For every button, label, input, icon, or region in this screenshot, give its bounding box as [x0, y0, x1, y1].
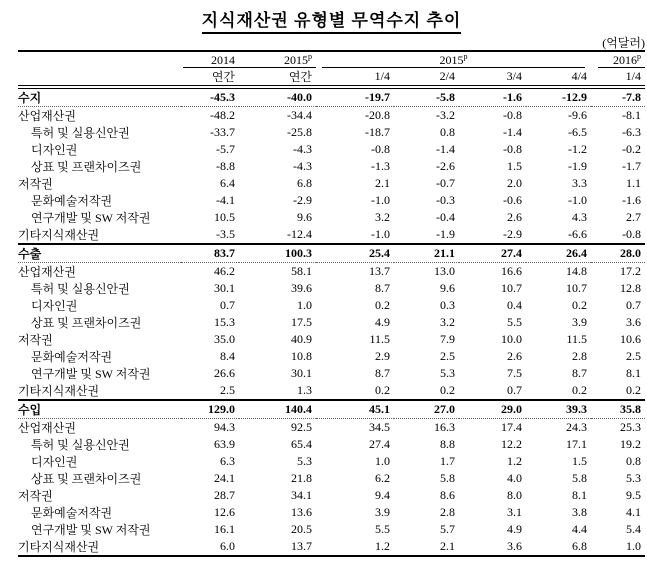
table-row: [18, 419, 645, 437]
header-corner-cell: [18, 51, 181, 68]
value-cell: 4.1: [626, 505, 641, 519]
value-cell: 0.2: [440, 383, 455, 397]
value-cell: -3.2: [436, 108, 455, 122]
value-cell: 25.3: [620, 420, 641, 434]
table-row: [18, 87, 645, 107]
header-2016: [591, 51, 645, 68]
value-cell: -2.9: [293, 193, 312, 207]
value-cell: -0.8: [503, 108, 522, 122]
value-cell: 10.7: [566, 281, 587, 295]
value-cell: 16.1: [214, 522, 235, 536]
value-cell: 100.3: [239, 244, 316, 263]
value-cell: 2.6: [507, 210, 522, 224]
value-cell: 4.9: [507, 522, 522, 536]
value-cell: 8.8: [440, 437, 455, 451]
value-cell: 1.0: [375, 454, 390, 468]
table-row: [18, 504, 645, 521]
table-row: [18, 348, 645, 365]
value-cell: 27.4: [369, 437, 390, 451]
value-cell: 17.4: [501, 420, 522, 434]
value-cell: 8.0: [507, 488, 522, 502]
value-cell: -6.3: [622, 125, 641, 139]
value-cell: -6.6: [568, 227, 587, 241]
value-cell: 8.7: [572, 366, 587, 380]
row-label: 상표 및 프랜차이즈권: [31, 160, 142, 174]
value-cell: 19.2: [620, 437, 641, 451]
provisional-mark: p: [308, 52, 312, 61]
value-cell: 2.6: [507, 349, 522, 363]
header-period-row: [18, 68, 645, 87]
value-cell: 10.0: [501, 332, 522, 346]
value-cell: 11.5: [566, 332, 587, 346]
value-cell: 8.4: [220, 349, 235, 363]
value-cell: 15.3: [214, 315, 235, 329]
value-cell: 28.7: [214, 488, 235, 502]
value-cell: 6.8: [297, 176, 312, 190]
header-corner-cell: [18, 68, 181, 87]
value-cell: 13.7: [239, 538, 316, 556]
value-cell: 24.3: [566, 420, 587, 434]
subheader-cell: 1/4: [591, 68, 645, 87]
value-cell: 2.8: [572, 349, 587, 363]
unit-label: (억달러): [602, 36, 645, 50]
value-cell: 45.1: [316, 400, 394, 419]
row-label: 저작권: [18, 333, 53, 347]
value-cell: 1.7: [440, 454, 455, 468]
row-label: 기타지식재산권: [18, 384, 100, 398]
value-cell: -12.9: [526, 87, 591, 107]
value-cell: 17.2: [620, 264, 641, 278]
table-row: [18, 158, 645, 175]
value-cell: -8.8: [216, 159, 235, 173]
value-cell: -6.5: [568, 125, 587, 139]
value-cell: 6.8: [526, 538, 591, 556]
table-row: [18, 263, 645, 281]
value-cell: 35.8: [591, 400, 645, 419]
subheader-cell: 1/4: [316, 68, 394, 87]
value-cell: 26.6: [214, 366, 235, 380]
table-row: [18, 436, 645, 453]
subheader-cell: 2/4: [394, 68, 459, 87]
row-label: 디자인권: [31, 143, 78, 157]
value-cell: -0.3: [436, 193, 455, 207]
value-cell: 35.0: [214, 332, 235, 346]
value-cell: 34.1: [291, 488, 312, 502]
value-cell: 7.5: [507, 366, 522, 380]
table-row: [18, 175, 645, 192]
row-label: 디자인권: [31, 455, 78, 469]
subheader-cell: 연간: [239, 68, 316, 87]
value-cell: 5.5: [375, 522, 390, 536]
value-cell: 2.7: [626, 210, 641, 224]
table-row: [18, 280, 645, 297]
year-label: 2014: [211, 53, 235, 67]
row-label: 상표 및 프랜차이즈권: [31, 316, 142, 330]
row-label: 문화예술저작권: [31, 506, 113, 520]
value-cell: 2.8: [440, 505, 455, 519]
value-cell: 9.5: [626, 488, 641, 502]
value-cell: 6.2: [375, 471, 390, 485]
value-cell: -19.7: [316, 87, 394, 107]
value-cell: 16.6: [501, 264, 522, 278]
table-row: [18, 453, 645, 470]
row-label: 산업재산권: [18, 421, 76, 435]
value-cell: 9.6: [440, 281, 455, 295]
table-row: [18, 365, 645, 382]
provisional-mark: p: [463, 52, 468, 61]
table-body: [18, 87, 645, 556]
title-row: [18, 6, 645, 34]
value-cell: 1.0: [297, 298, 312, 312]
table-row: [18, 331, 645, 348]
value-cell: 34.5: [369, 420, 390, 434]
value-cell: 2.5: [220, 383, 235, 397]
value-cell: 40.9: [291, 332, 312, 346]
value-cell: -0.6: [503, 193, 522, 207]
value-cell: 1.0: [591, 538, 645, 556]
value-cell: -1.0: [371, 227, 390, 241]
value-cell: 16.3: [434, 420, 455, 434]
value-cell: 7.9: [440, 332, 455, 346]
value-cell: 5.8: [572, 471, 587, 485]
value-cell: 3.2: [375, 210, 390, 224]
value-cell: 1.1: [626, 176, 641, 190]
table-row: [18, 226, 645, 244]
value-cell: -34.4: [287, 108, 312, 122]
table-row: [18, 141, 645, 158]
value-cell: 94.3: [214, 420, 235, 434]
value-cell: 30.1: [291, 366, 312, 380]
value-cell: -1.4: [503, 125, 522, 139]
header-2015-annual: [239, 51, 316, 68]
value-cell: -1.9: [436, 227, 455, 241]
value-cell: -48.2: [210, 108, 235, 122]
value-cell: 3.8: [572, 505, 587, 519]
value-cell: 10.6: [620, 332, 641, 346]
table-row: [18, 382, 645, 400]
value-cell: 0.2: [626, 383, 641, 397]
row-label: 연구개발 및 SW 저작권: [31, 523, 151, 537]
row-label: 수입: [18, 400, 181, 419]
value-cell: -40.0: [239, 87, 316, 107]
provisional-mark: p: [637, 52, 641, 61]
year-label: 2015: [439, 53, 464, 67]
value-cell: 10.7: [501, 281, 522, 295]
value-cell: 1.5: [507, 159, 522, 173]
value-cell: 0.7: [626, 298, 641, 312]
value-cell: 13.0: [434, 264, 455, 278]
table-row: [18, 124, 645, 141]
value-cell: 0.8: [440, 125, 455, 139]
value-cell: 6.4: [220, 176, 235, 190]
value-cell: 12.8: [620, 281, 641, 295]
year-label: 2016: [613, 53, 637, 67]
table-row: [18, 192, 645, 209]
value-cell: 65.4: [291, 437, 312, 451]
value-cell: -1.0: [568, 193, 587, 207]
row-label: 산업재산권: [18, 109, 76, 123]
value-cell: 4.0: [507, 471, 522, 485]
value-cell: 4.3: [572, 210, 587, 224]
row-label: 연구개발 및 SW 저작권: [31, 367, 151, 381]
value-cell: 3.2: [440, 315, 455, 329]
row-label: 특허 및 실용신안권: [31, 282, 130, 296]
value-cell: 8.6: [440, 488, 455, 502]
row-label: 특허 및 실용신안권: [31, 438, 130, 452]
row-label: 기타지식재산권: [18, 538, 181, 556]
value-cell: -0.7: [436, 176, 455, 190]
value-cell: 1.2: [507, 454, 522, 468]
value-cell: 10.8: [291, 349, 312, 363]
table-row: [18, 400, 645, 419]
value-cell: 58.1: [291, 264, 312, 278]
value-cell: 63.9: [214, 437, 235, 451]
value-cell: 5.7: [440, 522, 455, 536]
value-cell: 3.1: [507, 505, 522, 519]
value-cell: 26.4: [526, 244, 591, 263]
value-cell: 13.6: [291, 505, 312, 519]
value-cell: -3.5: [216, 227, 235, 241]
value-cell: -1.9: [568, 159, 587, 173]
value-cell: -12.4: [287, 227, 312, 241]
value-cell: 3.9: [375, 505, 390, 519]
value-cell: 5.8: [440, 471, 455, 485]
value-cell: 5.3: [297, 454, 312, 468]
row-label: 디자인권: [31, 299, 78, 313]
value-cell: 1.5: [572, 454, 587, 468]
value-cell: 0.2: [572, 383, 587, 397]
value-cell: 8.1: [572, 488, 587, 502]
value-cell: 140.4: [239, 400, 316, 419]
value-cell: 10.5: [214, 210, 235, 224]
value-cell: 5.4: [626, 522, 641, 536]
value-cell: -1.6: [622, 193, 641, 207]
trade-balance-table: [18, 50, 645, 557]
value-cell: -20.8: [365, 108, 390, 122]
value-cell: -2.6: [436, 159, 455, 173]
value-cell: -0.2: [622, 142, 641, 156]
table-row: [18, 538, 645, 556]
table-row: [18, 470, 645, 487]
value-cell: 4.9: [375, 315, 390, 329]
value-cell: 11.5: [369, 332, 390, 346]
value-cell: -0.8: [371, 142, 390, 156]
value-cell: 27.0: [394, 400, 459, 419]
value-cell: 92.5: [291, 420, 312, 434]
value-cell: 27.4: [459, 244, 526, 263]
value-cell: -7.8: [591, 87, 645, 107]
value-cell: 2.5: [626, 349, 641, 363]
value-cell: -0.8: [503, 142, 522, 156]
header-2015-quarters: [316, 51, 591, 68]
value-cell: 2.1: [375, 176, 390, 190]
value-cell: 28.0: [591, 244, 645, 263]
value-cell: 129.0: [181, 400, 239, 419]
year-label: 2015: [284, 53, 308, 67]
value-cell: -4.3: [293, 159, 312, 173]
value-cell: -0.8: [622, 227, 641, 241]
table-row: [18, 209, 645, 226]
value-cell: 0.3: [440, 298, 455, 312]
value-cell: -4.3: [293, 142, 312, 156]
table-row: [18, 244, 645, 263]
value-cell: 3.6: [626, 315, 641, 329]
row-label: 연구개발 및 SW 저작권: [31, 211, 151, 225]
value-cell: 6.0: [181, 538, 239, 556]
subheader-cell: 4/4: [526, 68, 591, 87]
table-row: [18, 521, 645, 538]
page-title: 지식재산권 유형별 무역수지 추이: [202, 6, 462, 34]
value-cell: 3.3: [572, 176, 587, 190]
header-2014: [181, 51, 239, 68]
row-label: 문화예술저작권: [31, 194, 113, 208]
value-cell: 17.1: [566, 437, 587, 451]
value-cell: 2.9: [375, 349, 390, 363]
value-cell: -5.7: [216, 142, 235, 156]
value-cell: 8.7: [375, 281, 390, 295]
value-cell: 5.5: [507, 315, 522, 329]
value-cell: 83.7: [181, 244, 239, 263]
value-cell: 30.1: [214, 281, 235, 295]
value-cell: 4.4: [572, 522, 587, 536]
value-cell: -4.1: [216, 193, 235, 207]
value-cell: -18.7: [365, 125, 390, 139]
value-cell: 2.5: [440, 349, 455, 363]
table-row: [18, 314, 645, 331]
value-cell: 2.0: [507, 176, 522, 190]
value-cell: 8.1: [626, 366, 641, 380]
value-cell: -8.1: [622, 108, 641, 122]
value-cell: 13.7: [369, 264, 390, 278]
value-cell: 20.5: [291, 522, 312, 536]
value-cell: 12.2: [501, 437, 522, 451]
value-cell: 9.4: [375, 488, 390, 502]
value-cell: -1.0: [371, 193, 390, 207]
value-cell: 3.6: [459, 538, 526, 556]
value-cell: -33.7: [210, 125, 235, 139]
value-cell: -9.6: [568, 108, 587, 122]
row-label: 기타지식재산권: [18, 228, 100, 242]
value-cell: 14.8: [566, 264, 587, 278]
value-cell: 17.5: [291, 315, 312, 329]
value-cell: 0.2: [572, 298, 587, 312]
value-cell: 46.2: [214, 264, 235, 278]
value-cell: 3.9: [572, 315, 587, 329]
table-row: [18, 487, 645, 504]
value-cell: 8.7: [375, 366, 390, 380]
value-cell: 0.8: [626, 454, 641, 468]
value-cell: -1.3: [371, 159, 390, 173]
value-cell: -45.3: [181, 87, 239, 107]
value-cell: 0.7: [507, 383, 522, 397]
value-cell: -0.4: [436, 210, 455, 224]
value-cell: 39.6: [291, 281, 312, 295]
value-cell: 1.2: [316, 538, 394, 556]
value-cell: 9.6: [297, 210, 312, 224]
row-label: 산업재산권: [18, 265, 76, 279]
value-cell: 39.3: [526, 400, 591, 419]
value-cell: 12.6: [214, 505, 235, 519]
value-cell: 1.3: [297, 383, 312, 397]
table-row: [18, 107, 645, 125]
value-cell: -1.2: [568, 142, 587, 156]
row-label: 특허 및 실용신안권: [31, 126, 130, 140]
value-cell: -5.8: [394, 87, 459, 107]
row-label: 수지: [18, 87, 181, 107]
value-cell: 29.0: [459, 400, 526, 419]
value-cell: 0.2: [375, 383, 390, 397]
value-cell: -1.4: [436, 142, 455, 156]
value-cell: 0.2: [375, 298, 390, 312]
row-label: 저작권: [18, 177, 53, 191]
value-cell: 24.1: [214, 471, 235, 485]
value-cell: 6.3: [220, 454, 235, 468]
value-cell: 21.1: [394, 244, 459, 263]
value-cell: 0.4: [507, 298, 522, 312]
table-row: [18, 297, 645, 314]
value-cell: -2.9: [503, 227, 522, 241]
value-cell: -1.7: [622, 159, 641, 173]
row-label: 문화예술저작권: [31, 350, 113, 364]
value-cell: -1.6: [459, 87, 526, 107]
row-label: 수출: [18, 244, 181, 263]
header-year-row: [18, 51, 645, 68]
row-label: 상표 및 프랜차이즈권: [31, 472, 142, 486]
value-cell: 5.3: [440, 366, 455, 380]
value-cell: 21.8: [291, 471, 312, 485]
value-cell: 5.3: [626, 471, 641, 485]
value-cell: -25.8: [287, 125, 312, 139]
subheader-cell: 연간: [181, 68, 239, 87]
value-cell: 0.7: [220, 298, 235, 312]
row-label: 저작권: [18, 489, 53, 503]
value-cell: 25.4: [316, 244, 394, 263]
value-cell: 2.1: [394, 538, 459, 556]
subheader-cell: 3/4: [459, 68, 526, 87]
